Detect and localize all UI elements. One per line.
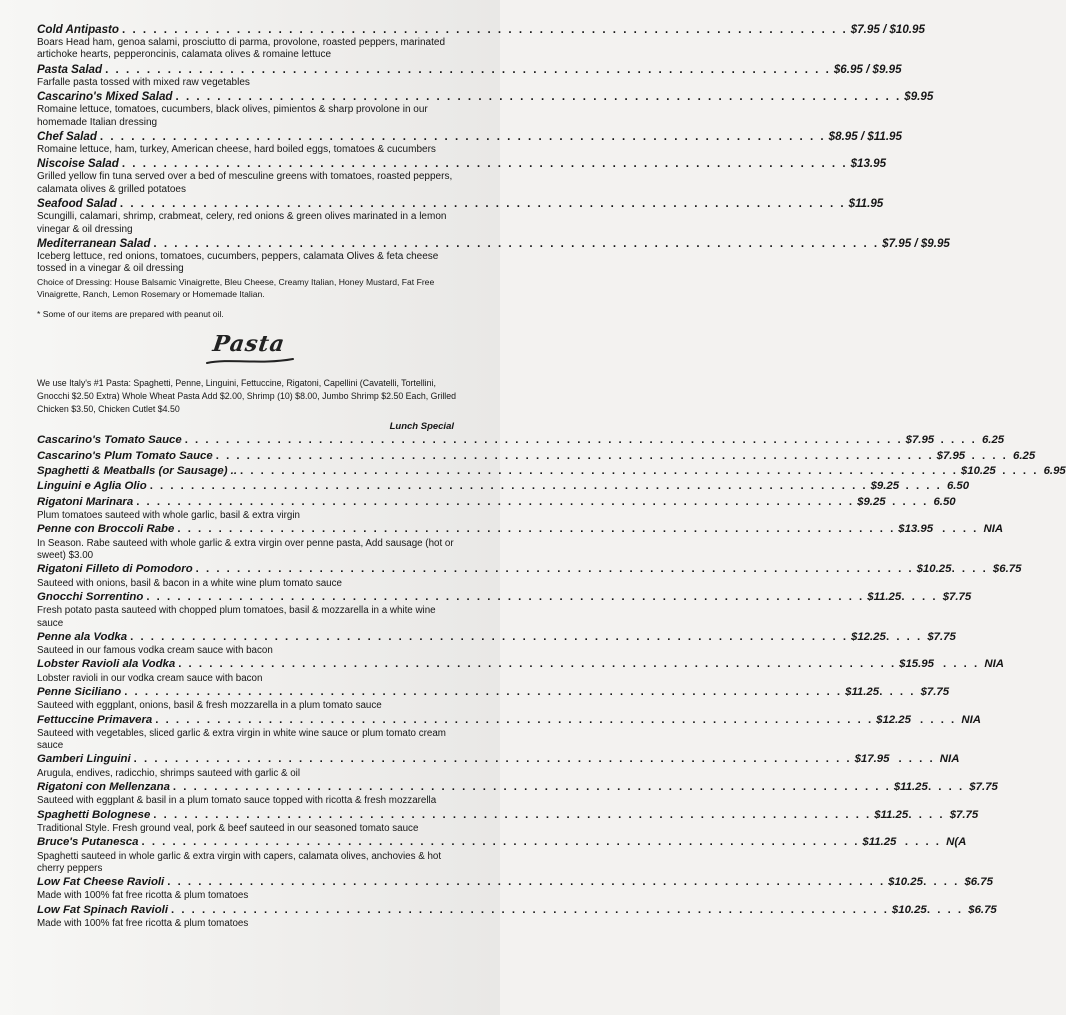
- dot-leader: . . . .: [905, 480, 947, 493]
- menu-item: [37, 522, 1004, 562]
- menu-item-description: Plum tomatoes sauteed with whole garlic, basil & extra virgin: [37, 510, 301, 522]
- menu-item-price: $12.25: [876, 713, 911, 726]
- menu-item: [37, 630, 956, 658]
- dot-leader: . . . .: [1002, 465, 1044, 478]
- lunch-special-value: NIA: [961, 713, 981, 726]
- menu-item: [37, 713, 981, 753]
- menu-item-description: Romaine lettuce, ham, turkey, American cheese, hard boiled eggs, tomatoes & cucumbers: [37, 144, 436, 156]
- menu-item-price: $11.25: [874, 808, 909, 821]
- dot-leader: . . . . . . . . . . . . . . . . . . . . . . . . . . . . . . . . . . . . . . . . . . . . . . . . . . . . . . . . . . . . . . . . . . . . . .: [240, 465, 958, 478]
- heading-flourish-icon: [205, 356, 295, 366]
- menu-item-description: Sauteed with vegetables, sliced garlic & extra virgin in white wine sauce or plum tomato cream sauce: [37, 727, 446, 752]
- lunch-special-price: [996, 464, 1066, 479]
- menu-item: [37, 479, 970, 494]
- dot-leader: . . . .: [904, 836, 947, 849]
- salad-section: [37, 22, 950, 276]
- menu-item-description: Made with 100% fat free ricotta & plum tomatoes: [37, 890, 249, 902]
- menu-item-name: Chef Salad: [37, 130, 97, 144]
- dot-leader: . . . . . . . . . . . . . . . . . . . . . . . . . . . . . . . . . . . . . . . . . . . . . . . . . . . . . . . . . . . . . . . . . . . . . .: [133, 753, 852, 766]
- dot-leader: . . . . . . . . . . . . . . . . . . . . . . . . . . . . . . . . . . . . . . . . . . . . . . . . . . . . . . . . . . . . . . . . . . . . . .: [184, 434, 903, 447]
- lunch-special-price: [934, 433, 1004, 448]
- menu-item: [37, 657, 1004, 685]
- dot-leader: . . . .: [879, 685, 921, 698]
- lunch-special-price: [933, 522, 1003, 537]
- menu-item-name: Gnocchi Sorrentino: [37, 590, 144, 603]
- dot-leader: . . . . . . . . . . . . . . . . . . . . . . . . . . . . . . . . . . . . . . . . . . . . . . . . . . . . . . . . . . . . . . . . . . . . . .: [141, 836, 860, 849]
- menu-item-name: Linguini e Aglia Olio: [37, 480, 147, 493]
- menu-item-name: Bruce's Putanesca: [37, 836, 139, 849]
- lunch-special-value: NIA: [984, 658, 1004, 671]
- lunch-special-price: [928, 780, 998, 795]
- menu-item-description: Spaghetti sauteed in whole garlic & extra virgin with capers, calamata olives, anchovies & hot cherry peppers: [37, 850, 442, 874]
- menu-item-title-row: [37, 685, 950, 700]
- menu-item-title-row: [37, 713, 981, 728]
- peanut-oil-note: * Some of our items are prepared with peanut oil.: [37, 309, 224, 320]
- dot-leader: . . . . . . . . . . . . . . . . . . . . . . . . . . . . . . . . . . . . . . . . . . . . . . . . . . . . . . . . . . . . . . . . . . . . . .: [178, 658, 897, 671]
- dot-leader: . . . .: [951, 563, 993, 576]
- lunch-special-value: $7.75: [927, 630, 956, 643]
- menu-item-name: Penne Siciliano: [37, 685, 122, 698]
- menu-item-title-row: [37, 129, 902, 144]
- dot-leader: . . . .: [898, 753, 940, 766]
- menu-item-description: Sauteed with eggplant, onions, basil & fresh mozzarella in a plum tomato sauce: [37, 700, 382, 712]
- menu-item-price: $13.95: [898, 523, 934, 536]
- lunch-special-price: [923, 875, 993, 890]
- lunch-special-value: 6.50: [946, 480, 970, 493]
- menu-item-price: $9.25: [870, 480, 900, 493]
- menu-item-price: $6.95 / $9.95: [833, 62, 902, 76]
- menu-item-description: Grilled yellow fin tuna served over a bed of mesculine greens with tomatoes, roasted peppers, calamata olives & grilled potatoes: [37, 171, 453, 195]
- menu-item: [37, 752, 960, 780]
- menu-item-title-row: [37, 433, 1005, 448]
- lunch-special-value: N(A: [946, 836, 967, 849]
- dot-leader: . . . . . . . . . . . . . . . . . . . . . . . . . . . . . . . . . . . . . . . . . . . . . . . . . . . . . . . . . . . . . . . . . . . . . .: [119, 197, 846, 211]
- pasta-heading-title: Pasta: [211, 331, 288, 358]
- dot-leader: . . . . . . . . . . . . . . . . . . . . . . . . . . . . . . . . . . . . . . . . . . . . . . . . . . . . . . . . . . . . . . . . . . . . . .: [155, 713, 874, 726]
- menu-item-price: $17.95: [854, 753, 890, 766]
- dot-leader: . . . . . . . . . . . . . . . . . . . . . . . . . . . . . . . . . . . . . . . . . . . . . . . . . . . . . . . . . . . . . . . . . . . . . .: [122, 23, 848, 36]
- menu-item-description: Romaine lettuce, tomatoes, cucumbers, black olives, pimientos & sharp provolone in our homemade Italian dressing: [37, 104, 428, 128]
- lunch-special-price: [896, 835, 966, 850]
- menu-item: [37, 129, 902, 156]
- menu-item-name: Cold Antipasto: [37, 23, 120, 36]
- pasta-intro: We use Italy's #1 Pasta: Spaghetti, Penne, Linguini, Fettuccine, Rigatoni, Capellini (Cavatelli, Tortellini, Gnocchi $2.50 Extra) Whole Wheat Pasta Add $2.00, Shrimp (10) $8.00, Jumbo Shrimp $2.50 Each, Grilled Chicken $3.50, Chicken Cutlet $4.50: [37, 378, 457, 414]
- menu-item-title-row: [37, 89, 934, 104]
- dot-leader: . . . .: [892, 495, 934, 508]
- menu-item: [37, 903, 997, 931]
- menu-item-price: $8.95 / $11.95: [828, 130, 902, 144]
- menu-item: [37, 62, 902, 89]
- lunch-special-price: [951, 562, 1021, 577]
- menu-item-name: Spaghetti & Meatballs (or Sausage) ..: [37, 465, 238, 478]
- menu-item: [37, 808, 979, 836]
- menu-item-title-row: [37, 522, 1004, 537]
- menu-item: [37, 433, 1005, 448]
- menu-item-name: Penne con Broccoli Rabe: [37, 523, 175, 536]
- menu-item-title-row: [37, 156, 887, 171]
- menu-item-name: Niscoise Salad: [37, 157, 119, 171]
- menu-item-name: Fettuccine Primavera: [37, 713, 153, 726]
- dot-leader: . . . . . . . . . . . . . . . . . . . . . . . . . . . . . . . . . . . . . . . . . . . . . . . . . . . . . . . . . . . . . . . . . . . . . .: [175, 90, 902, 104]
- menu-item-name: Low Fat Cheese Ravioli: [37, 876, 165, 888]
- dot-leader: . . . .: [926, 903, 969, 916]
- menu-item: [37, 236, 950, 276]
- lunch-special-price: [879, 685, 949, 700]
- dot-leader: . . . . . . . . . . . . . . . . . . . . . . . . . . . . . . . . . . . . . . . . . . . . . . . . . . . . . . . . . . . . . . . . . . . . . .: [121, 157, 848, 171]
- lunch-special-price: [911, 713, 981, 728]
- menu-item-title-row: [37, 62, 902, 77]
- menu-item-name: Rigatoni con Mellenzana: [37, 780, 170, 793]
- lunch-special-value: $6.75: [964, 876, 993, 888]
- dot-leader: . . . .: [886, 630, 928, 643]
- dot-leader: . . . . . . . . . . . . . . . . . . . . . . . . . . . . . . . . . . . . . . . . . . . . . . . . . . . . . . . . . . . . . . . . . . . . . .: [136, 495, 855, 508]
- lunch-special-price: [908, 808, 978, 823]
- menu-item-name: Cascarino's Mixed Salad: [37, 90, 173, 104]
- menu-item-price: $11.25: [845, 685, 880, 698]
- dot-leader: . . . . . . . . . . . . . . . . . . . . . . . . . . . . . . . . . . . . . . . . . . . . . . . . . . . . . . . . . . . . . . . . . . . . . .: [172, 780, 891, 793]
- dot-leader: . . . .: [923, 876, 965, 888]
- dot-leader: . . . . . . . . . . . . . . . . . . . . . . . . . . . . . . . . . . . . . . . . . . . . . . . . . . . . . . . . . . . . . . . . . . . . . .: [153, 808, 872, 821]
- lunch-special-value: $6.75: [992, 563, 1022, 576]
- lunch-special-header: Lunch Special: [389, 421, 454, 433]
- menu-item-description: Lobster ravioli in our vodka cream sauce with bacon: [37, 672, 263, 684]
- menu-item-title-row: [37, 196, 884, 211]
- pasta-heading: [37, 331, 462, 369]
- lunch-special-price: [927, 903, 997, 918]
- menu-item-name: Cascarino's Tomato Sauce: [37, 434, 182, 447]
- menu-item-description: Sauteed in our famous vodka cream sauce with bacon: [37, 645, 273, 657]
- menu-item: [37, 449, 1036, 464]
- menu-item-title-row: [37, 657, 1004, 672]
- menu-item-title-row: [37, 630, 956, 645]
- menu-item-title-row: [37, 236, 950, 251]
- lunch-special-value: 6.25: [1012, 449, 1036, 462]
- menu-item-price: $11.95: [848, 197, 884, 211]
- menu-item-price: $11.25: [867, 590, 902, 603]
- menu-item-price: $13.95: [850, 157, 887, 171]
- menu-item-description: Farfalle pasta tossed with mixed raw vegetables: [37, 76, 250, 88]
- dot-leader: . . . . . . . . . . . . . . . . . . . . . . . . . . . . . . . . . . . . . . . . . . . . . . . . . . . . . . . . . . . . . . . . . . . . . .: [215, 449, 934, 462]
- menu-item-name: Rigatoni Filleto di Pomodoro: [37, 563, 193, 576]
- menu-item: [37, 156, 887, 196]
- menu-item: [37, 562, 1022, 590]
- lunch-special-price: [886, 630, 956, 645]
- lunch-special-value: 6.95: [1043, 465, 1066, 478]
- menu-item-price: $7.95 / $9.95: [882, 237, 950, 251]
- lunch-special-value: NIA: [983, 523, 1004, 536]
- dot-leader: . . . .: [927, 780, 970, 793]
- menu-item-title-row: [37, 903, 997, 918]
- dot-leader: . . . . . . . . . . . . . . . . . . . . . . . . . . . . . . . . . . . . . . . . . . . . . . . . . . . . . . . . . . . . . . . . . . . . . .: [124, 685, 843, 698]
- dot-leader: . . . . . . . . . . . . . . . . . . . . . . . . . . . . . . . . . . . . . . . . . . . . . . . . . . . . . . . . . . . . . . . . . . . . . .: [105, 62, 831, 76]
- dot-leader: . . . .: [920, 713, 962, 726]
- menu-item-price: $11.25: [862, 836, 897, 849]
- menu-item-title-row: [37, 449, 1036, 464]
- menu-item-description: In Season. Rabe sauteed with whole garlic & extra virgin over penne pasta, Add sausage (hot or sweet) $3.00: [37, 537, 454, 562]
- dot-leader: . . . . . . . . . . . . . . . . . . . . . . . . . . . . . . . . . . . . . . . . . . . . . . . . . . . . . . . . . . . . . . . . . . . . . .: [167, 876, 886, 888]
- lunch-special-price: [934, 657, 1004, 672]
- lunch-special-price: [899, 479, 969, 494]
- menu-item-name: Spaghetti Bolognese: [37, 808, 151, 821]
- menu-item-name: Mediterranean Salad: [37, 237, 151, 251]
- lunch-special-value: NIA: [939, 753, 960, 766]
- menu-item-title-row: [37, 464, 1066, 479]
- menu-item-description: Sauteed with onions, basil & bacon in a white wine plum tomato sauce: [37, 577, 342, 589]
- menu-item-description: Fresh potato pasta sauteed with chopped plum tomatoes, basil & mozzarella in a white wine sauce: [37, 605, 436, 629]
- lunch-special-value: 6.50: [933, 495, 956, 508]
- menu-item-title-row: [37, 495, 956, 510]
- menu-item-title-row: [37, 835, 967, 850]
- dot-leader: . . . .: [908, 808, 950, 821]
- menu-item: [37, 875, 993, 903]
- lunch-special-price: [901, 590, 971, 605]
- menu-item-title-row: [37, 479, 970, 494]
- menu-item-title-row: [37, 590, 972, 605]
- menu-item-title-row: [37, 752, 960, 767]
- dot-leader: . . . . . . . . . . . . . . . . . . . . . . . . . . . . . . . . . . . . . . . . . . . . . . . . . . . . . . . . . . . . . . . . . . . . . .: [146, 590, 865, 603]
- menu-item-price: $10.25: [960, 465, 996, 478]
- menu-item-name: Gamberi Linguini: [37, 753, 131, 766]
- menu-item: [37, 196, 884, 236]
- menu-item-price: $9.25: [857, 495, 886, 508]
- menu-item-description: Sauteed with eggplant & basil in a plum tomato sauce topped with ricotta & fresh mozzarella: [37, 795, 437, 807]
- lunch-special-value: $6.75: [968, 903, 997, 916]
- lunch-special-value: $7.75: [969, 780, 998, 793]
- menu-item: [37, 835, 967, 875]
- menu-item-name: Penne ala Vodka: [37, 630, 128, 643]
- dot-leader: . . . . . . . . . . . . . . . . . . . . . . . . . . . . . . . . . . . . . . . . . . . . . . . . . . . . . . . . . . . . . . . . . . . . . .: [195, 563, 914, 576]
- menu-item-title-row: [37, 875, 993, 890]
- lunch-special-value: $7.75: [920, 685, 950, 698]
- menu-item-title-row: [37, 562, 1022, 577]
- lunch-special-value: 6.25: [981, 434, 1005, 447]
- dot-leader: . . . . . . . . . . . . . . . . . . . . . . . . . . . . . . . . . . . . . . . . . . . . . . . . . . . . . . . . . . . . . . . . . . . . . .: [171, 903, 889, 916]
- menu-item-name: Cascarino's Plum Tomato Sauce: [37, 449, 213, 462]
- menu-item: [37, 464, 1066, 479]
- menu-item-price: $10.25: [891, 903, 927, 916]
- menu-item-name: Pasta Salad: [37, 62, 103, 76]
- menu-item: [37, 495, 956, 523]
- menu-item-name: Rigatoni Marinara: [37, 495, 134, 508]
- menu-item-title-row: [37, 22, 925, 37]
- menu-item-price: $9.95: [904, 90, 934, 104]
- menu-item-description: Arugula, endives, radicchio, shrimps sauteed with garlic & oil: [37, 767, 301, 779]
- menu-item-price: $7.95 / $10.95: [850, 23, 925, 36]
- dot-leader: . . . .: [943, 658, 985, 671]
- lunch-special-price: [886, 495, 956, 510]
- menu-item-price: $10.25: [916, 563, 952, 576]
- menu-item-name: Low Fat Spinach Ravioli: [37, 903, 169, 916]
- menu-item: [37, 685, 950, 713]
- menu-item-title-row: [37, 808, 979, 823]
- menu-item-description: Traditional Style. Fresh ground veal, pork & beef sauteed in our seasoned tomato sauce: [37, 822, 419, 834]
- menu-item: [37, 590, 972, 630]
- menu-item-price: $12.25: [851, 630, 886, 643]
- menu-item: [37, 89, 934, 129]
- lunch-special-price: [889, 752, 959, 767]
- menu-item-price: $15.95: [899, 658, 934, 671]
- menu-item-description: Made with 100% fat free ricotta & plum tomatoes: [37, 918, 249, 930]
- menu-item-price: $11.25: [893, 780, 928, 793]
- lunch-special-price: [965, 449, 1035, 464]
- menu-item-price: $10.25: [888, 876, 923, 888]
- menu-item-title-row: [37, 780, 998, 795]
- dot-leader: . . . . . . . . . . . . . . . . . . . . . . . . . . . . . . . . . . . . . . . . . . . . . . . . . . . . . . . . . . . . . . . . . . . . . .: [149, 480, 868, 493]
- lunch-special-value: $7.75: [949, 808, 979, 821]
- menu-item-name: Seafood Salad: [37, 197, 117, 211]
- menu-item-name: Lobster Ravioli ala Vodka: [37, 658, 176, 671]
- menu-item-description: Boars Head ham, genoa salami, prosciutto di parma, provolone, roasted peppers, marinated artichoke hearts, pepperoncinis, calamata olives & romaine lettuce: [37, 37, 446, 61]
- dot-leader: . . . . . . . . . . . . . . . . . . . . . . . . . . . . . . . . . . . . . . . . . . . . . . . . . . . . . . . . . . . . . . . . . . . . . .: [99, 130, 826, 144]
- menu-item-price: $7.95: [936, 449, 966, 462]
- dot-leader: . . . .: [971, 449, 1013, 462]
- menu-item: [37, 780, 998, 808]
- menu-item-price: $7.95: [905, 434, 935, 447]
- dressing-note: Choice of Dressing: House Balsamic Vinaigrette, Bleu Cheese, Creamy Italian, Honey Mustard, Fat Free Vinaigrette, Ranch, Lemon Rosemary or Homemade Italian.: [37, 276, 435, 299]
- menu-column: [37, 22, 1066, 930]
- dot-leader: . . . . . . . . . . . . . . . . . . . . . . . . . . . . . . . . . . . . . . . . . . . . . . . . . . . . . . . . . . . . . . . . . . . . . .: [130, 630, 849, 643]
- dot-leader: . . . . . . . . . . . . . . . . . . . . . . . . . . . . . . . . . . . . . . . . . . . . . . . . . . . . . . . . . . . . . . . . . . . . . .: [177, 523, 896, 536]
- menu-item: [37, 22, 925, 62]
- dot-leader: . . . .: [901, 590, 943, 603]
- menu-item-description: Iceberg lettuce, red onions, tomatoes, cucumbers, peppers, calamata Olives & feta cheese tossed in a vinegar & oil dressing: [37, 251, 439, 275]
- dot-leader: . . . .: [940, 434, 982, 447]
- pasta-section: [37, 433, 1066, 930]
- menu-item-description: Scungilli, calamari, shrimp, crabmeat, celery, red onions & green olives marinated in a lemon vinegar & oil dressing: [37, 211, 447, 235]
- lunch-special-value: $7.75: [942, 590, 972, 603]
- dot-leader: . . . .: [942, 523, 984, 536]
- dot-leader: . . . . . . . . . . . . . . . . . . . . . . . . . . . . . . . . . . . . . . . . . . . . . . . . . . . . . . . . . . . . . . . . . . . . . .: [153, 237, 880, 251]
